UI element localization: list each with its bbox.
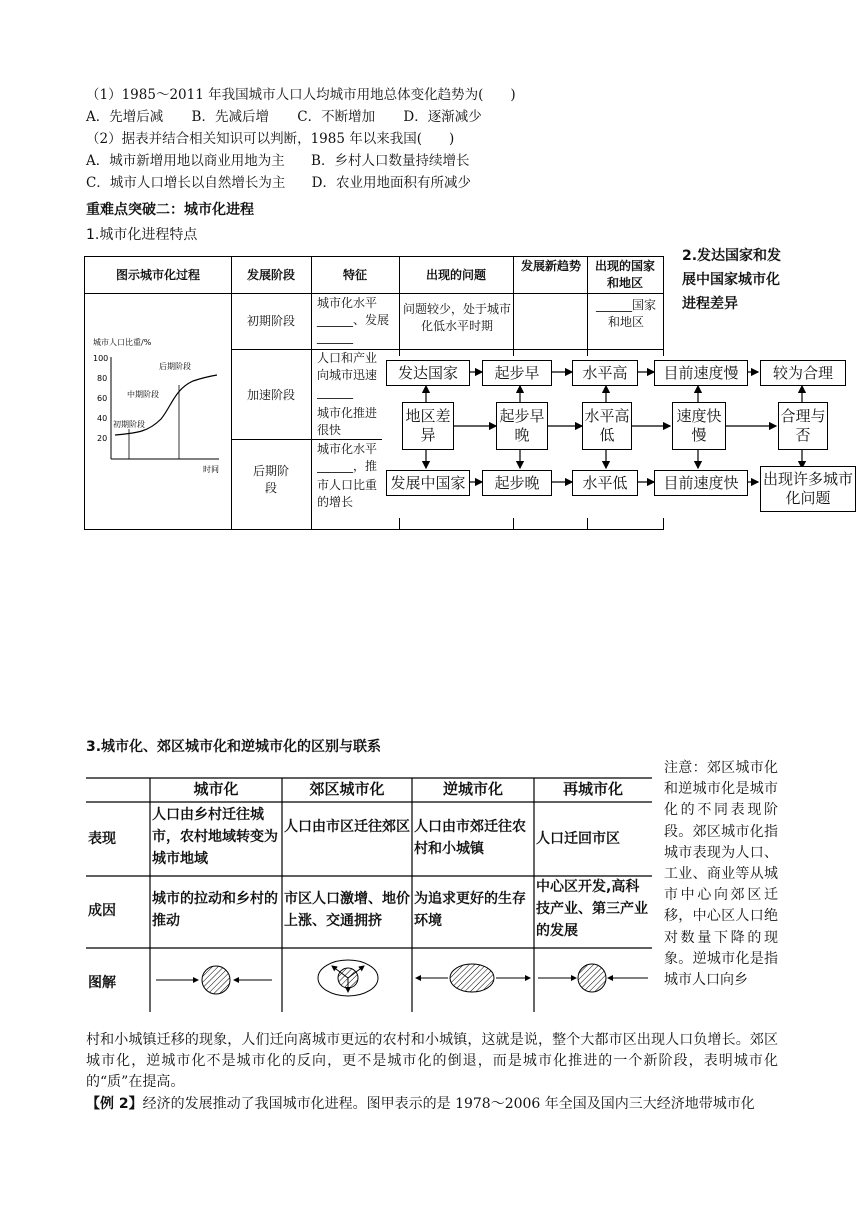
subsection-2-title: 2.发达国家和发展中国家城市化进程差异 [682, 248, 782, 312]
stage-accelerated: 加速阶段 [246, 388, 295, 402]
chart-label-late: 后期阶段 [159, 362, 191, 371]
option-a: A．先增后减 [86, 109, 164, 125]
box-developing-result: 出现许多城市化问题 [760, 466, 856, 512]
feature-accelerated: 人口和产业向城市迅速______ [317, 351, 378, 399]
question-2-options-row2 [86, 172, 471, 194]
chart-xlabel: 时间 [203, 465, 219, 474]
example-text: 经济的发展推动了我国城市化进程。图甲表示的是 1978～2006 年全国及国内三大经济地带城市化 [142, 1096, 755, 1112]
chart-ytick: 80 [97, 374, 108, 383]
option-b: B．乡村人口数量持续增长 [311, 153, 470, 169]
header-feature: 特征 [342, 268, 367, 282]
option-d: D．逐渐减少 [403, 109, 482, 125]
expression-counter-urbanization: 人口由市郊迁往农村和小城镇 [414, 819, 526, 857]
box-start-timing: 起步早晚 [496, 402, 548, 450]
box-speed-compare: 速度快慢 [672, 402, 726, 450]
box-level-compare: 水平高低 [582, 402, 632, 450]
header-illustration: 图示城市化过程 [115, 268, 200, 282]
header-suburbanization: 郊区城市化 [309, 780, 385, 798]
feature-late: 城市化水平______，推 [317, 442, 378, 473]
diagram-city-core [202, 966, 230, 994]
section-title: 重难点突破二：城市化进程 [86, 202, 254, 218]
option-a: A．城市新增用地以商业用地为主 [86, 153, 285, 169]
urbanization-comparison-table [86, 776, 652, 1012]
development-comparison-diagram [382, 356, 860, 518]
box-developed-country: 发达国家 [386, 360, 470, 386]
question-1-options [86, 106, 482, 128]
feature-accelerated-2: 城市化推进很快 [317, 406, 378, 437]
question-2: （2）据表并结合相关知识可以判断，1985 年以来我国( ) [86, 131, 455, 147]
diagram-reurbanization [578, 964, 606, 992]
chart-ylabel: 城市人口比重/% [93, 338, 152, 347]
header-reurbanization: 再城市化 [562, 780, 623, 798]
option-c: C．城市人口增长以自然增长为主 [86, 175, 286, 191]
note-text: 注意：郊区城市化和逆城市化是城市化的不同表现阶段。郊区城市化指城市表现为人口、工业、商业等从城市中心向郊区迁移，中心区人口绝对数量下降的现象。逆城市化是指城市人口向乡 [664, 760, 778, 989]
row-label-cause: 成因 [88, 903, 116, 919]
chart-label-mid: 中期阶段 [127, 390, 159, 399]
box-developing-level: 水平低 [572, 470, 638, 496]
box-developing-country: 发展中国家 [386, 470, 470, 496]
box-developing-speed: 目前速度快 [654, 470, 748, 496]
chart-ytick: 20 [97, 434, 108, 443]
box-regional-difference: 地区差异 [402, 402, 454, 450]
problem-early: 问题较少，处于城市化低水平时期 [403, 302, 512, 333]
subsection-3-title: 3.城市化、郊区城市化和逆城市化的区别与联系 [86, 739, 382, 755]
header-stage: 发展阶段 [246, 268, 295, 282]
cause-suburbanization: 市区人口激增、地价上涨、交通拥挤 [284, 891, 410, 929]
stage-early: 初期阶段 [246, 314, 295, 328]
header-counter-urbanization: 逆城市化 [442, 780, 503, 798]
box-developed-level: 水平高 [572, 360, 638, 386]
chart-label-early: 初期阶段 [113, 420, 145, 429]
header-regions: 出现的国家和地区 [594, 259, 655, 290]
option-b: B．先减后增 [191, 109, 269, 125]
cause-counter-urbanization: 为追求更好的生存环境 [414, 891, 526, 929]
diagram-counter-urbanization [450, 964, 494, 992]
box-developing-start: 起步晚 [482, 470, 552, 496]
box-rationality: 合理与否 [778, 402, 828, 450]
example-tag: 【例 2】 [86, 1096, 143, 1112]
option-c: C．不断增加 [297, 109, 376, 125]
chart-ytick: 60 [97, 394, 108, 403]
urbanization-curve-chart [89, 327, 229, 477]
expression-urbanization: 人口由乡村迁往城市，农村地域转变为城市地域 [152, 807, 278, 867]
box-developed-speed: 目前速度慢 [654, 360, 748, 386]
stage-late: 后期阶段 [252, 464, 289, 495]
expression-suburbanization: 人口由市区迁往郊区 [284, 819, 410, 835]
chart-ytick: 100 [93, 354, 109, 363]
box-developed-start: 起步早 [482, 360, 552, 386]
row-label-expression: 表现 [88, 831, 116, 847]
region-early: ______国家和地区 [595, 298, 656, 329]
box-developed-result: 较为合理 [760, 360, 846, 386]
expression-reurbanization: 人口迁回市区 [536, 831, 620, 847]
cause-urbanization: 城市的拉动和乡村的推动 [152, 891, 278, 929]
feature-late-2: 市人口比重的增长 [317, 478, 378, 509]
subsection-1-title: 1.城市化进程特点 [86, 227, 198, 243]
row-label-diagram: 图解 [88, 975, 116, 991]
header-new-trend: 发展新趋势 [520, 259, 581, 273]
explanation-paragraph: 村和小城镇迁移的现象，人们迁向离城市更远的农村和小城镇，这就是说，整个大都市区出现人口负增长。郊区城市化，逆城市化不是城市化的反向，更不是城市化的倒退，而是城市化推进的一个新阶段，表明城市化的“质”在提高。 [86, 1032, 778, 1090]
option-d: D．农业用地面积有所减少 [311, 175, 471, 191]
question-1: （1）1985～2011 年我国城市人口人均城市用地总体变化趋势为( ) [86, 87, 516, 103]
feature-early: 城市化水平______、发展______ [317, 296, 390, 344]
cause-reurbanization: 中心区开发,高科技产业、第三产业的发展 [536, 879, 648, 939]
chart-ytick: 40 [97, 414, 108, 423]
header-urbanization: 城市化 [193, 780, 239, 798]
example-2 [86, 1094, 786, 1115]
question-2-options-row1 [86, 150, 469, 172]
header-problems: 出现的问题 [425, 268, 486, 282]
